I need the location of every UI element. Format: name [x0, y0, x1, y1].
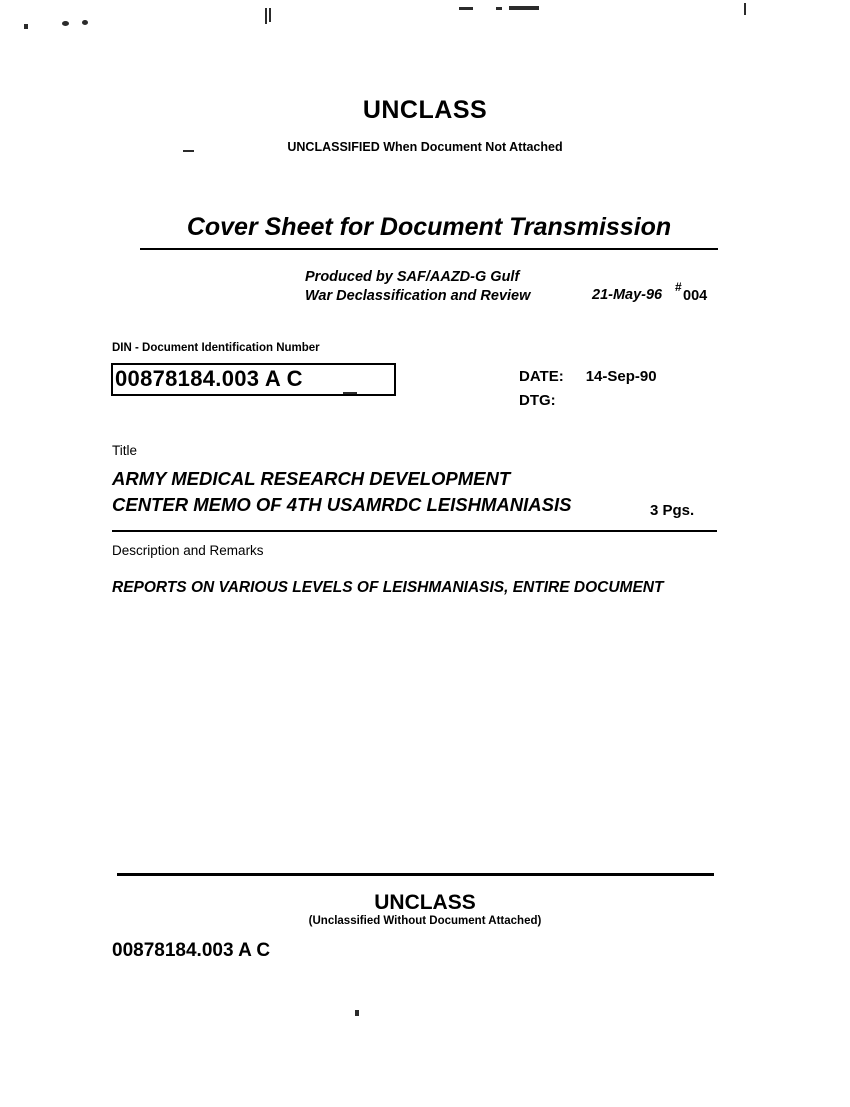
- classification-header-note: UNCLASSIFIED When Document Not Attached: [287, 140, 563, 154]
- date-label: DATE:: [519, 368, 564, 385]
- description-label: Description and Remarks: [112, 543, 264, 558]
- title-underline: [140, 248, 718, 250]
- scan-speckle: [62, 21, 69, 26]
- scan-speckle: [509, 6, 539, 10]
- din-label: DIN - Document Identification Number: [112, 342, 320, 354]
- classification-footer: UNCLASS: [374, 891, 476, 914]
- scan-speckle: [82, 20, 88, 25]
- document-title: [112, 466, 632, 518]
- footer-din: 00878184.003 A C: [112, 940, 271, 961]
- number-sign-icon: #: [675, 280, 682, 294]
- producer-block: [305, 268, 530, 306]
- title-field-label: Title: [112, 443, 138, 458]
- producer-line-2: War Declassification and Review: [305, 288, 531, 304]
- page-count: 3 Pgs.: [650, 502, 695, 519]
- date-value: 14-Sep-90: [585, 368, 657, 385]
- dtg-row: [519, 392, 556, 409]
- scan-speckle: [496, 7, 502, 10]
- scan-speckle: [24, 24, 28, 29]
- footer-divider: [117, 873, 714, 876]
- din-value: 00878184.003 A C: [115, 366, 303, 391]
- classification-header: UNCLASS: [362, 96, 488, 124]
- description-text: REPORTS ON VARIOUS LEVELS OF LEISHMANIASIS, ENTIRE DOCUMENT: [112, 579, 664, 596]
- dtg-label: DTG:: [519, 392, 556, 409]
- page-title: Cover Sheet for Document Transmission: [186, 213, 672, 241]
- date-row: [519, 368, 657, 385]
- produced-date: 21-May-96: [592, 287, 663, 303]
- scan-speckle: [269, 8, 271, 22]
- document-title-line-2: CENTER MEMO OF 4TH USAMRDC LEISHMANIASIS: [112, 494, 572, 515]
- scan-speckle: [459, 7, 473, 10]
- scan-speckle: [744, 3, 746, 15]
- scan-speckle: [355, 1010, 359, 1016]
- classification-footer-note: (Unclassified Without Document Attached): [308, 915, 542, 927]
- document-title-line-1: ARMY MEDICAL RESEARCH DEVELOPMENT: [112, 468, 511, 489]
- section-divider: [112, 530, 717, 532]
- sequence-number: 004: [683, 288, 708, 304]
- scan-speckle: [265, 8, 267, 24]
- producer-line-1: Produced by SAF/AAZD-G Gulf: [305, 269, 520, 285]
